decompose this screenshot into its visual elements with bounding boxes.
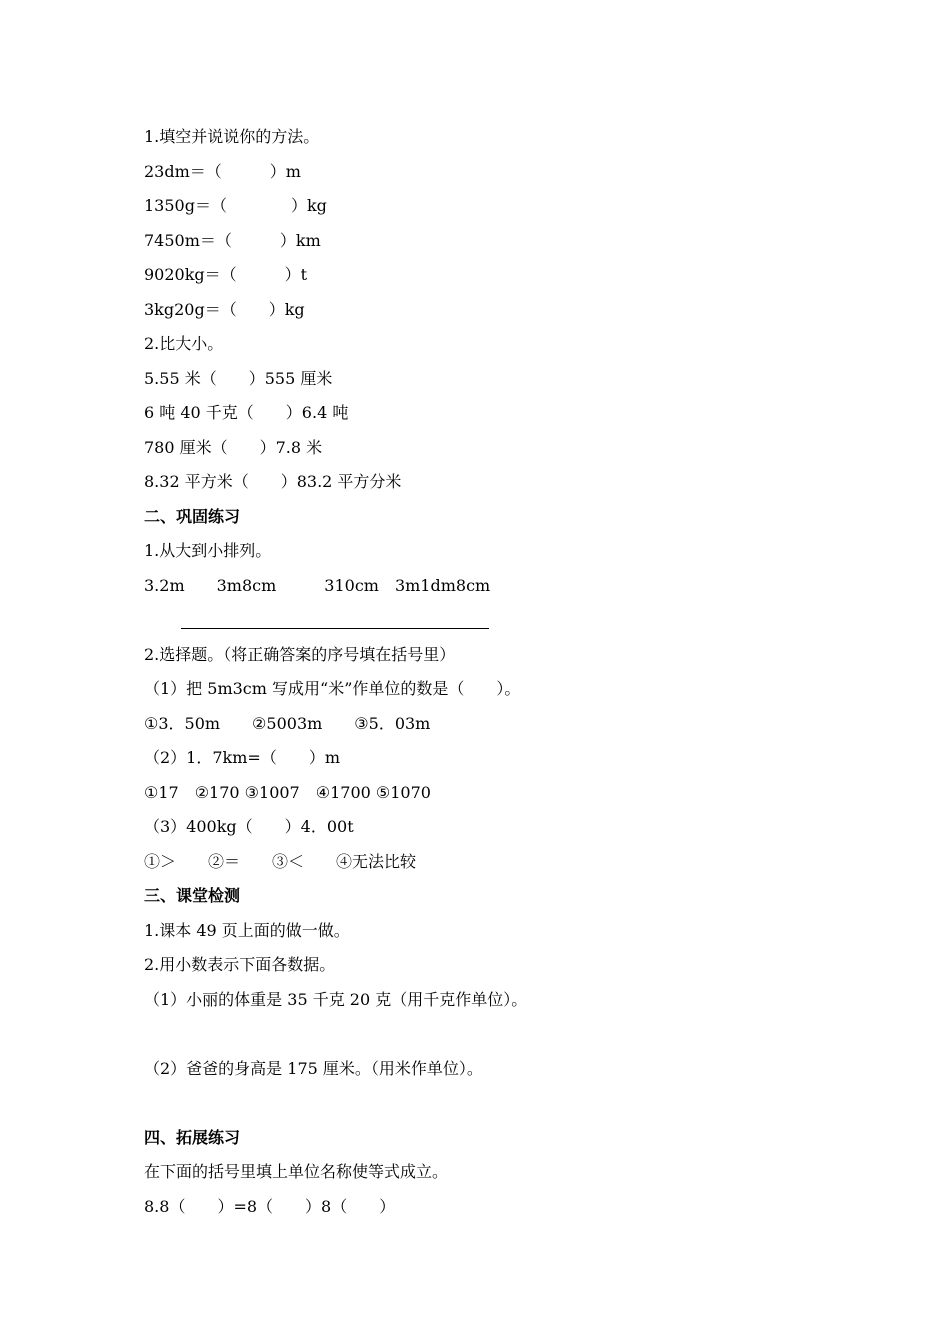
check-subitem-2: （2）爸爸的身高是 175 厘米。（用米作单位）。 (144, 1059, 483, 1078)
choice-options-3: ①＞ ②＝ ③＜ ④无法比较 (144, 852, 417, 871)
compare-item-2: 6 吨 40 千克（ ）6.4 吨 (144, 403, 349, 422)
fill-blank-item-2: 1350g＝（ ）kg (144, 196, 327, 215)
fill-blank-item-3: 7450m＝（ ）km (144, 231, 321, 250)
compare-item-1: 5.55 米（ ）555 厘米 (144, 369, 333, 388)
fill-blank-instruction: 1.填空并说说你的方法。 (144, 127, 320, 146)
section-heading-class-check: 三、课堂检测 (144, 886, 241, 905)
check-item-1: 1.课本 49 页上面的做一做。 (144, 921, 350, 940)
ordering-instruction: 1.从大到小排列。 (144, 541, 272, 560)
compare-item-4: 8.32 平方米（ ）83.2 平方分米 (144, 472, 402, 491)
choice-question-2: （2）1．7km=（ ）m (144, 748, 340, 767)
choice-options-2: ①17 ②170 ③1007 ④1700 ⑤1070 (144, 783, 431, 802)
choice-question-3: （3）400kg（ ）4．00t (144, 817, 354, 836)
choice-options-1: ①3．50m ②5003m ③5．03m (144, 714, 431, 733)
extension-instruction: 在下面的括号里填上单位名称使等式成立。 (144, 1162, 449, 1181)
extension-equation: 8.8（ ）=8（ ）8（ ） (144, 1197, 396, 1216)
fill-blank-item-1: 23dm＝（ ）m (144, 162, 301, 181)
section-heading-consolidation: 二、巩固练习 (144, 507, 241, 526)
fill-blank-item-4: 9020kg＝（ ）t (144, 265, 308, 284)
section-heading-extension: 四、拓展练习 (144, 1128, 241, 1147)
check-item-2: 2.用小数表示下面各数据。 (144, 955, 336, 974)
answer-line (181, 628, 489, 629)
compare-instruction: 2.比大小。 (144, 334, 224, 353)
choice-instruction: 2.选择题。（将正确答案的序号填在括号里） (144, 645, 456, 664)
ordering-values: 3.2m 3m8cm 310cm 3m1dm8cm (144, 576, 491, 595)
check-subitem-1: （1）小丽的体重是 35 千克 20 克（用千克作单位）。 (144, 990, 528, 1009)
compare-item-3: 780 厘米（ ）7.8 米 (144, 438, 323, 457)
fill-blank-item-5: 3kg20g＝（ ）kg (144, 300, 305, 319)
choice-question-1: （1）把 5m3cm 写成用“米”作单位的数是（ ）。 (144, 679, 521, 698)
